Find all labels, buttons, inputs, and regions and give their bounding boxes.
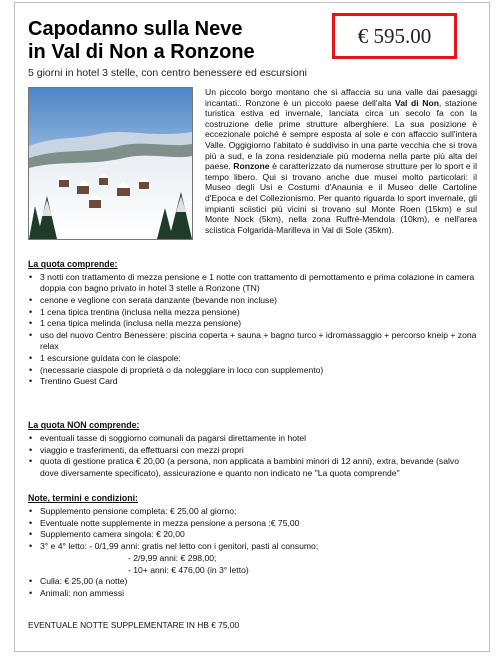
excluded-list	[28, 433, 478, 479]
list-item: • 1 cena tipica trentina (inclusa nella mezza pensione)	[28, 307, 478, 318]
list-item: - 10+ anni: € 476,00 (in 3° letto)	[128, 564, 249, 575]
intro-paragraph	[205, 87, 477, 235]
title-line-2: in Val di Non a Ronzone	[28, 41, 255, 63]
list-item: • (necessarie ciaspole di proprietà o da noleggiare in loco con supplemento)	[28, 365, 478, 376]
intro-text-3: è caratterizzato da numerose strutture per lo sport e il tempo libero. Qui si trovano anche due musei molto particolari: il Museo degli Usi e Costumi d'Anaunia e il Museo delle Cartoline d'Epoca e del Collezionismo. Per quanto riguarda lo sport invernale, gli impianti sciistici più vicini si trovano sul Monte Roen (15km) e sul Monte Nock (5km), nella zona Ruffrè-Mendola (10km), e nell'area sciistica Folgarida-Marilleva in Val di Sole (35km).	[205, 161, 477, 235]
offer-title	[28, 18, 255, 64]
intro-text-1: Un piccolo borgo montano che si affaccia su una valle dai paesaggi incantati.. Ronzone è un piccolo paese dell'alta	[205, 87, 477, 108]
title-line-1: Capodanno sulla Neve	[28, 18, 243, 40]
intro-text-2: , stazione turistica estiva ed invernale, lanciata circa un secolo fa con la costruzione delle prime strutture alberghiere. La sua posizione è eccezionale poiché è sempre esposta al sole e con affaccio sull'intera Valle. Oggigiorno l'abitato è suddiviso in una parte vecchia che si trova più a sud, e la zona residenziale più moderna nella parte più alta del paese.	[205, 97, 477, 172]
list-item: • Animali: non ammessi	[28, 588, 478, 599]
list-item: • Supplemento pensione completa: € 25,00 al giorno;	[28, 506, 478, 517]
list-item: • Culla: € 25,00 (a notte)	[28, 576, 478, 587]
list-item: • Supplemento camera singola: € 20,00	[28, 529, 478, 540]
photo-illustration	[29, 88, 192, 239]
excluded-section	[28, 420, 478, 479]
list-item: • Eventuale notte supplemente in mezza pensione a persona :€ 75,00	[28, 518, 478, 529]
list-item: - 2/9,99 anni: € 298,00;	[128, 552, 217, 563]
included-list	[28, 272, 478, 388]
list-item: • 3 notti con trattamento di mezza pensione e 1 notte con trattamento di pernottamento e prima colazione in camera doppia con bagno privato in hotel 3 stelle a Ronzone (TN)	[28, 272, 478, 294]
list-item: • 1 escursione guidata con le ciaspole:	[28, 353, 478, 364]
price-value: € 595.00	[357, 23, 432, 48]
list-item: • Trentino Guest Card	[28, 376, 478, 387]
footer-note: EVENTUALE NOTTE SUPPLEMENTARE IN HB € 75,00	[28, 620, 240, 630]
excluded-heading: La quota NON comprende:	[28, 420, 140, 430]
list-item: • viaggio e trasferimenti, da effettuarsi con mezzi propri	[28, 445, 478, 456]
list-item: • eventuali tasse di soggiorno comunali da pagarsi direttamente in hotel	[28, 433, 478, 444]
notes-list	[28, 506, 478, 599]
list-item: • cenone e veglione con serata danzante (bevande non incluse)	[28, 295, 478, 306]
notes-heading: Note, termini e condizioni:	[28, 493, 138, 503]
intro-bold-val-di-non: Val di Non	[394, 97, 439, 108]
list-item: • 1 cena tipica melinda (inclusa nella mezza pensione)	[28, 318, 478, 329]
intro-bold-ronzone: Ronzone	[233, 161, 270, 172]
list-item: • uso del nuovo Centro Benessere: piscina coperta + sauna + bagno turco + idromassaggio + percorso kneip + zona relax	[28, 330, 478, 352]
price-box	[332, 13, 457, 59]
offer-subtitle: 5 giorni in hotel 3 stelle, con centro benessere ed escursioni	[28, 67, 307, 79]
notes-section	[28, 493, 478, 600]
list-item: • quota di gestione pratica € 20,00 (a persona, non applicata a bambini minori di 12 anni), extra, bevande (salvo dove diversamente specificato), assicurazione e quanto non indicato ne "La quota comprende"	[28, 456, 478, 478]
snowy-village-photo	[28, 87, 193, 240]
included-section	[28, 259, 478, 388]
included-heading: La quota comprende:	[28, 259, 118, 269]
list-item: • 3° e 4° letto: - 0/1,99 anni: gratis nel letto con i genitori, pasti al consumo;	[28, 541, 478, 552]
